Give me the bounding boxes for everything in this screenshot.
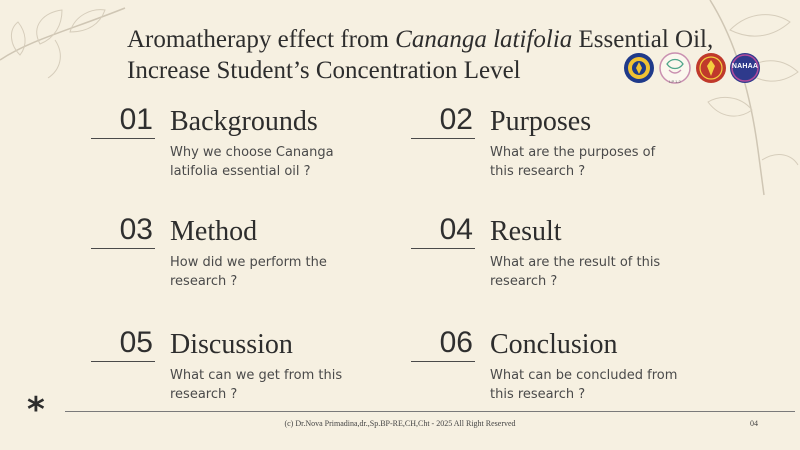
university-seal-logo	[623, 52, 655, 84]
item-heading: Purposes	[490, 106, 592, 137]
footer-copyright: (c) Dr.Nova Primadina,dr.,Sp.BP-RE,CH,Cht - 2025 All Right Reserved	[284, 419, 516, 428]
item-number: 03	[119, 213, 153, 246]
item-number: 04	[439, 213, 473, 246]
nahaa-logo-text: NAHAA	[731, 63, 759, 70]
item-number: 06	[439, 326, 473, 359]
number-underline	[411, 248, 475, 249]
leaf-decoration-top-left	[0, 0, 140, 90]
item-heading: Discussion	[170, 329, 293, 360]
item-number: 02	[439, 103, 473, 136]
lp-logo	[659, 52, 691, 84]
page-number: 04	[750, 419, 758, 428]
description-line-1: What can be concluded from	[490, 368, 678, 383]
description-line-2: latifolia essential oil ?	[170, 164, 311, 179]
title-part-1: Aromatherapy effect from	[127, 26, 396, 53]
description-line-1: What can we get from this	[170, 368, 343, 383]
number-underline	[411, 361, 475, 362]
item-description	[490, 143, 730, 181]
description-line-2: this research ?	[490, 387, 586, 402]
description-line-2: research ?	[490, 274, 558, 289]
number-underline	[91, 138, 155, 139]
item-description	[170, 253, 410, 291]
title-line-1	[127, 24, 747, 55]
item-heading: Conclusion	[490, 329, 618, 360]
description-line-1: What are the purposes of	[490, 145, 656, 160]
title-italic-species: Cananga latifolia	[395, 26, 573, 53]
title-part-2: Essential Oil,	[572, 26, 714, 53]
institution-seal-logo	[695, 52, 727, 84]
description-line-1: How did we perform the	[170, 255, 327, 270]
agenda-item-method[interactable]	[91, 213, 421, 313]
item-number: 05	[119, 326, 153, 359]
agenda-item-backgrounds[interactable]	[91, 103, 421, 203]
nahaa-logo	[729, 52, 761, 84]
description-line-2: this research ?	[490, 164, 586, 179]
agenda-item-result[interactable]	[411, 213, 741, 313]
title-line-2: Increase Student’s Concentration Level	[127, 57, 521, 84]
number-underline	[91, 248, 155, 249]
description-line-2: research ?	[170, 274, 238, 289]
description-line-1: What are the result of this	[490, 255, 661, 270]
item-description	[170, 366, 410, 404]
asterisk-icon: *	[27, 390, 45, 430]
description-line-1: Why we choose Cananga	[170, 145, 334, 160]
item-heading: Result	[490, 216, 562, 247]
description-line-2: research ?	[170, 387, 238, 402]
item-description	[490, 253, 730, 291]
item-description	[490, 366, 730, 404]
agenda-item-purposes[interactable]	[411, 103, 741, 203]
item-number: 01	[119, 103, 153, 136]
footer-divider	[65, 411, 795, 412]
item-heading: Backgrounds	[170, 106, 318, 137]
number-underline	[411, 138, 475, 139]
number-underline	[91, 361, 155, 362]
item-heading: Method	[170, 216, 258, 247]
item-description	[170, 143, 410, 181]
lp-logo-caption: LP 1.2	[669, 79, 681, 84]
logos-row	[623, 52, 763, 86]
